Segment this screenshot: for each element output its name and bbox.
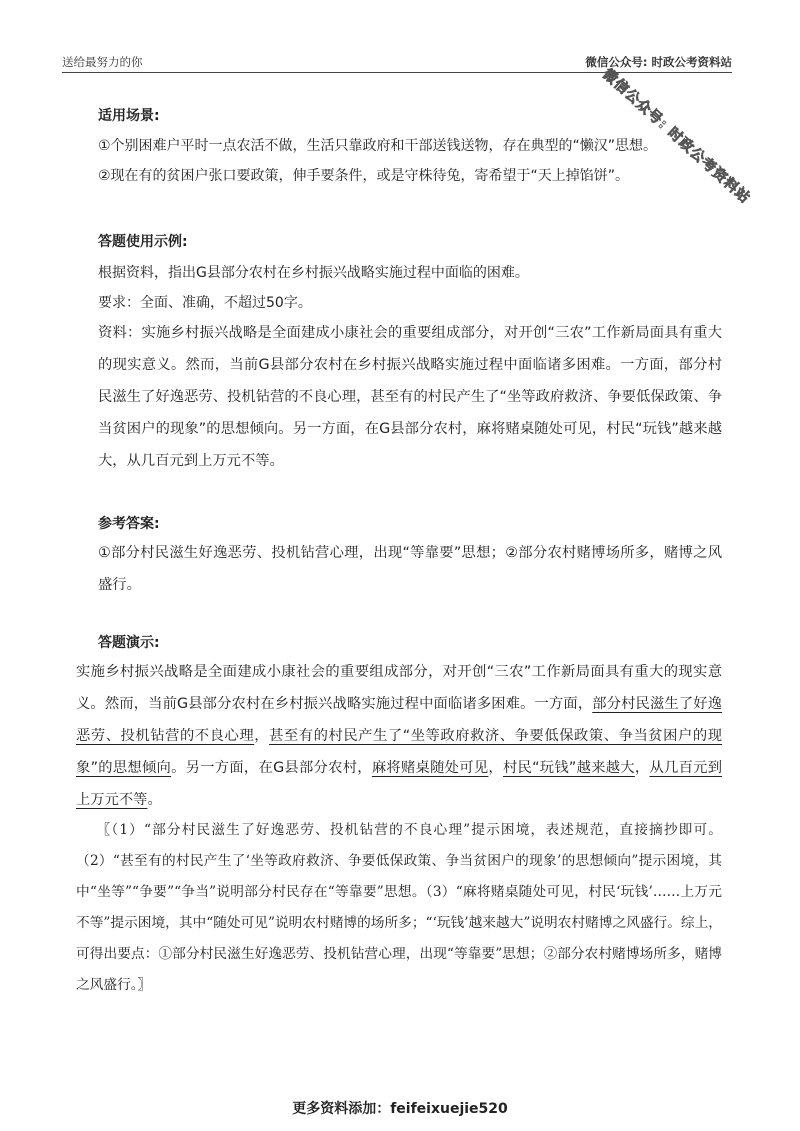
demo-segment: 。另一方面，在G县部分农村， [171,760,372,776]
header-slogan: 送给最努力的你 [62,55,143,69]
demo-highlight-5: 从几百元到上万元不等 [76,760,723,808]
example-material: 资料：实施乡村振兴战略是全面建成小康社会的重要组成部分，对开创“三农”工作新局面具有重大的现实意义。然而，当前G县部分农村在乡村振兴战略实施过程中面临诸多困难。一方面，部分村民滋生了好逸恶劳、投机钻营的不良心理，甚至有的村民产生了“坐等政府救济、争要低保政策、争当贫困户的现象”的思想倾向。另一方面，在G县部分农村，麻将赌桌随处可见，村民“玩钱”越来越大，从几百元到上万元不等。 [98,325,722,469]
demo-segment: ， [254,728,270,744]
demo-segment: ， [634,760,650,776]
demo-segment: 。 [147,792,162,808]
demo-segment: ， [488,760,503,776]
demo-highlight-3: 麻将赌桌随处可见 [371,760,489,776]
watermark: 微信公众号: 时政公考资料站 [599,66,754,207]
example-requirement: 要求：全面、准确，不超过50字。 [98,295,312,311]
scenario-heading: 适用场景: [98,108,160,124]
example-heading: 答题使用示例: [98,234,188,250]
page-header [62,52,732,73]
answer-text: ①部分村民滋生好逸恶劳、投机钻营心理，出现“等靠要”思想；②部分农村赌博场所多，赌博之风盛行。 [98,545,722,593]
scenario-item-2: ②现在有的贫困户张口要政策，伸手要条件，或是守株待兔，寄希望于“天上掉馅饼”。 [98,168,630,184]
scenario-item-1: ①个别困难户平时一点农活不做，生活只靠政府和干部送钱送物，存在典型的“懒汉”思想。 [98,138,658,154]
demo-highlight-2: 甚至有的村民产生了“坐等政府救济、争要低保政策、争当贫困户的现象”的思想倾向 [76,728,723,776]
example-question: 根据资料，指出G县部分农村在乡村振兴战略实施过程中面临的困难。 [98,265,529,281]
demo-highlight-1: 部分村民滋生了好逸恶劳、投机钻营的不良心理 [76,696,723,744]
demo-highlight-4: 村民“玩钱”越来越大 [502,760,635,776]
demo-text [76,656,722,816]
answer-heading: 参考答案: [98,516,160,532]
footer-contact: 更多资料添加：feifeixuejie520 [292,1101,508,1117]
analysis-text: 〖（1）“部分村民滋生了好逸恶劳、投机钻营的不良心理”提示困境，表述规范，直接摘抄即可。（2）“甚至有的村民产生了‘坐等政府救济、争要低保政策、争当贫困户的现象’的思想倾向”提示困境，其中“坐等”“争要”“争当”说明部分村民存在“等靠要”思想。（3）“麻将赌桌随处可见，村民‘玩钱’……上万元不等”提示困境，其中“随处可见”说明农村赌博的场所多；“‘玩钱’越来越大”说明农村赌博之风盛行。综上，可得出要点：①部分村民滋生好逸恶劳、投机钻营心理，出现“等靠要”思想；②部分农村赌博场所多，赌博之风盛行。〗 [76,822,722,993]
header-source: 微信公众号: 时政公考资料站 [585,55,732,69]
demo-heading: 答题演示: [98,635,160,651]
demo-segment: 实施乡村振兴战略是全面建成小康社会的重要组成部分，对开创“三农”工作新局面具有重大的现实意义。然而，当前G县部分农村在乡村振兴战略实施过程中面临诸多困难。一方面， [76,664,722,712]
